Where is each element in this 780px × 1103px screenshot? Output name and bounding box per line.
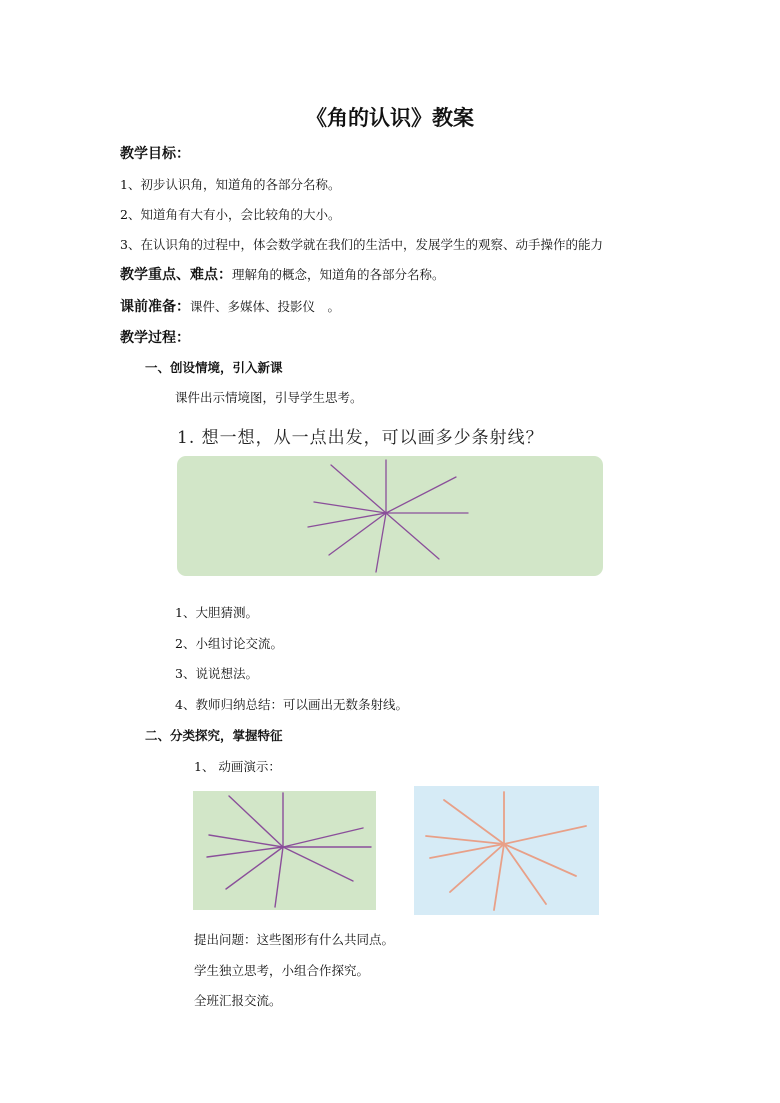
section1-heading: 一、创设情境，引入新课 (145, 360, 283, 375)
key-points-text: 理解角的概念，知道角的各部分名称。 (232, 267, 445, 282)
objective-item: 3、在认识角的过程中，体会数学就在我们的生活中，发展学生的观察、动手操作的能力 (120, 237, 603, 252)
figure-caption: 1. 想一想，从一点出发，可以画多少条射线？ (177, 428, 544, 448)
section1-step: 3、说说想法。 (175, 666, 258, 681)
objective-item: 1、初步认识角，知道角的各部分名称。 (120, 177, 341, 192)
section2-heading: 二、分类探究，掌握特征 (145, 728, 283, 743)
preparation-label: 课前准备： (120, 299, 190, 315)
page-title: 《角的认识》教案 (306, 106, 474, 130)
section1-step: 4、教师归纳总结：可以画出无数条射线。 (175, 697, 408, 712)
section2-line: 提出问题：这些图形有什么共同点。 (194, 932, 395, 947)
rays-figure-1 (176, 455, 604, 577)
blue-panel (414, 786, 599, 915)
section1-step: 2、小组讨论交流。 (175, 636, 283, 651)
section2-line: 全班汇报交流。 (194, 993, 282, 1008)
section2-step: 1、 动画演示： (194, 759, 281, 774)
section1-step: 1、大胆猜测。 (175, 605, 258, 620)
green-panel (193, 791, 376, 910)
preparation (120, 296, 340, 316)
rays-figure-blue (414, 786, 599, 915)
rays-figure-green (193, 791, 376, 910)
key-points (120, 264, 445, 284)
objectives-heading: 教学目标： (120, 146, 190, 162)
section1-intro: 课件出示情境图，引导学生思考。 (175, 390, 363, 405)
section2-line: 学生独立思考，小组合作探究。 (194, 963, 370, 978)
objective-item: 2、知道角有大有小，会比较角的大小。 (120, 207, 341, 222)
key-points-label: 教学重点、难点： (120, 267, 232, 283)
process-heading: 教学过程： (120, 330, 190, 346)
preparation-text: 课件、多媒体、投影仪 。 (190, 299, 341, 314)
